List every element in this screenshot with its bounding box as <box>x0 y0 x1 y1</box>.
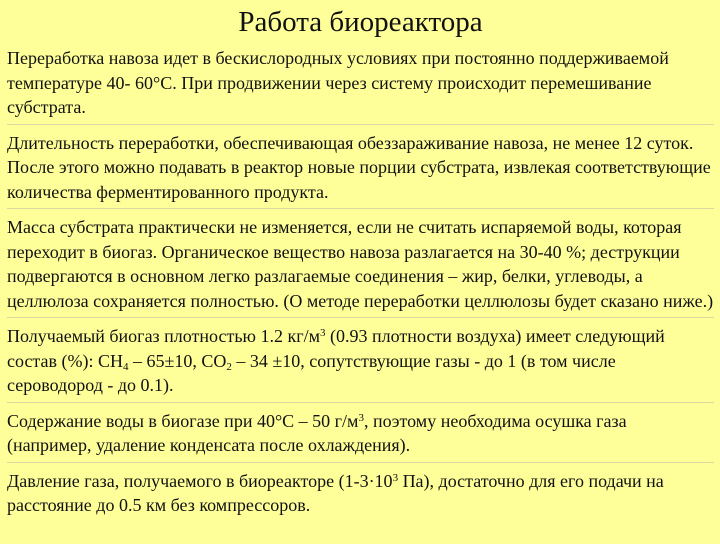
text-fragment: – 65±10, СО <box>128 350 227 371</box>
superscript: 3 <box>358 411 364 424</box>
paragraph-water-content <box>7 409 714 463</box>
slide <box>0 4 720 544</box>
paragraph-processing-conditions: Переработка навоза идет в бескислородных условиях при постоянно поддерживаемой температуре 40- 60°С. При продвижении через систему происходит перемешивание субстрата. <box>7 46 714 125</box>
page-title: Работа биореактора <box>238 6 483 38</box>
text-fragment: Па), достаточно для его подачи на расстояние до 0.5 км без компрессоров. <box>7 470 664 515</box>
subscript: 2 <box>226 360 232 373</box>
paragraph-substrate-mass: Масса субстрата практически не изменяется, если не считать испаряемой воды, которая переходит в биогаз. Органическое вещество навоза разлагается на 30-40 %; деструкции подвергаются в основном легко разлагаемые соединения – жир, белки, углеводы, а целлюлоза сохраняется полностью. (О методе переработки целлюлозы будет сказано ниже.) <box>7 215 714 318</box>
text-fragment: Содержание воды в биогазе при 40°С – 50 г/м <box>7 410 359 431</box>
text-fragment: , поэтому необходима осушка газа (например, удаление конденсата после охлаждения). <box>7 410 627 455</box>
superscript: 3 <box>392 471 399 484</box>
subscript: 4 <box>123 360 129 373</box>
superscript: 3 <box>320 327 326 339</box>
paragraph-processing-duration: Длительность переработки, обеспечивающая обеззараживание навоза, не менее 12 суток. После этого можно подавать в реактор новые порции субстрата, извлекая соответствующие количества ферментированного продукта. <box>7 131 714 210</box>
text-fragment: (0.93 плотности воздуха) имеет следующий состав (%): СН <box>7 326 665 371</box>
text-fragment: Получаемый биогаз плотностью 1.2 кг/м <box>7 326 321 346</box>
paragraph-gas-pressure <box>7 469 714 522</box>
text-fragment: Давление газа, получаемого в биореакторе (1-3·10 <box>7 470 393 491</box>
paragraph-biogas-composition <box>7 324 714 403</box>
text-fragment: – 34 ±10, сопутствующие газы - до 1 (в том числе сероводород - до 0.1). <box>7 350 616 395</box>
